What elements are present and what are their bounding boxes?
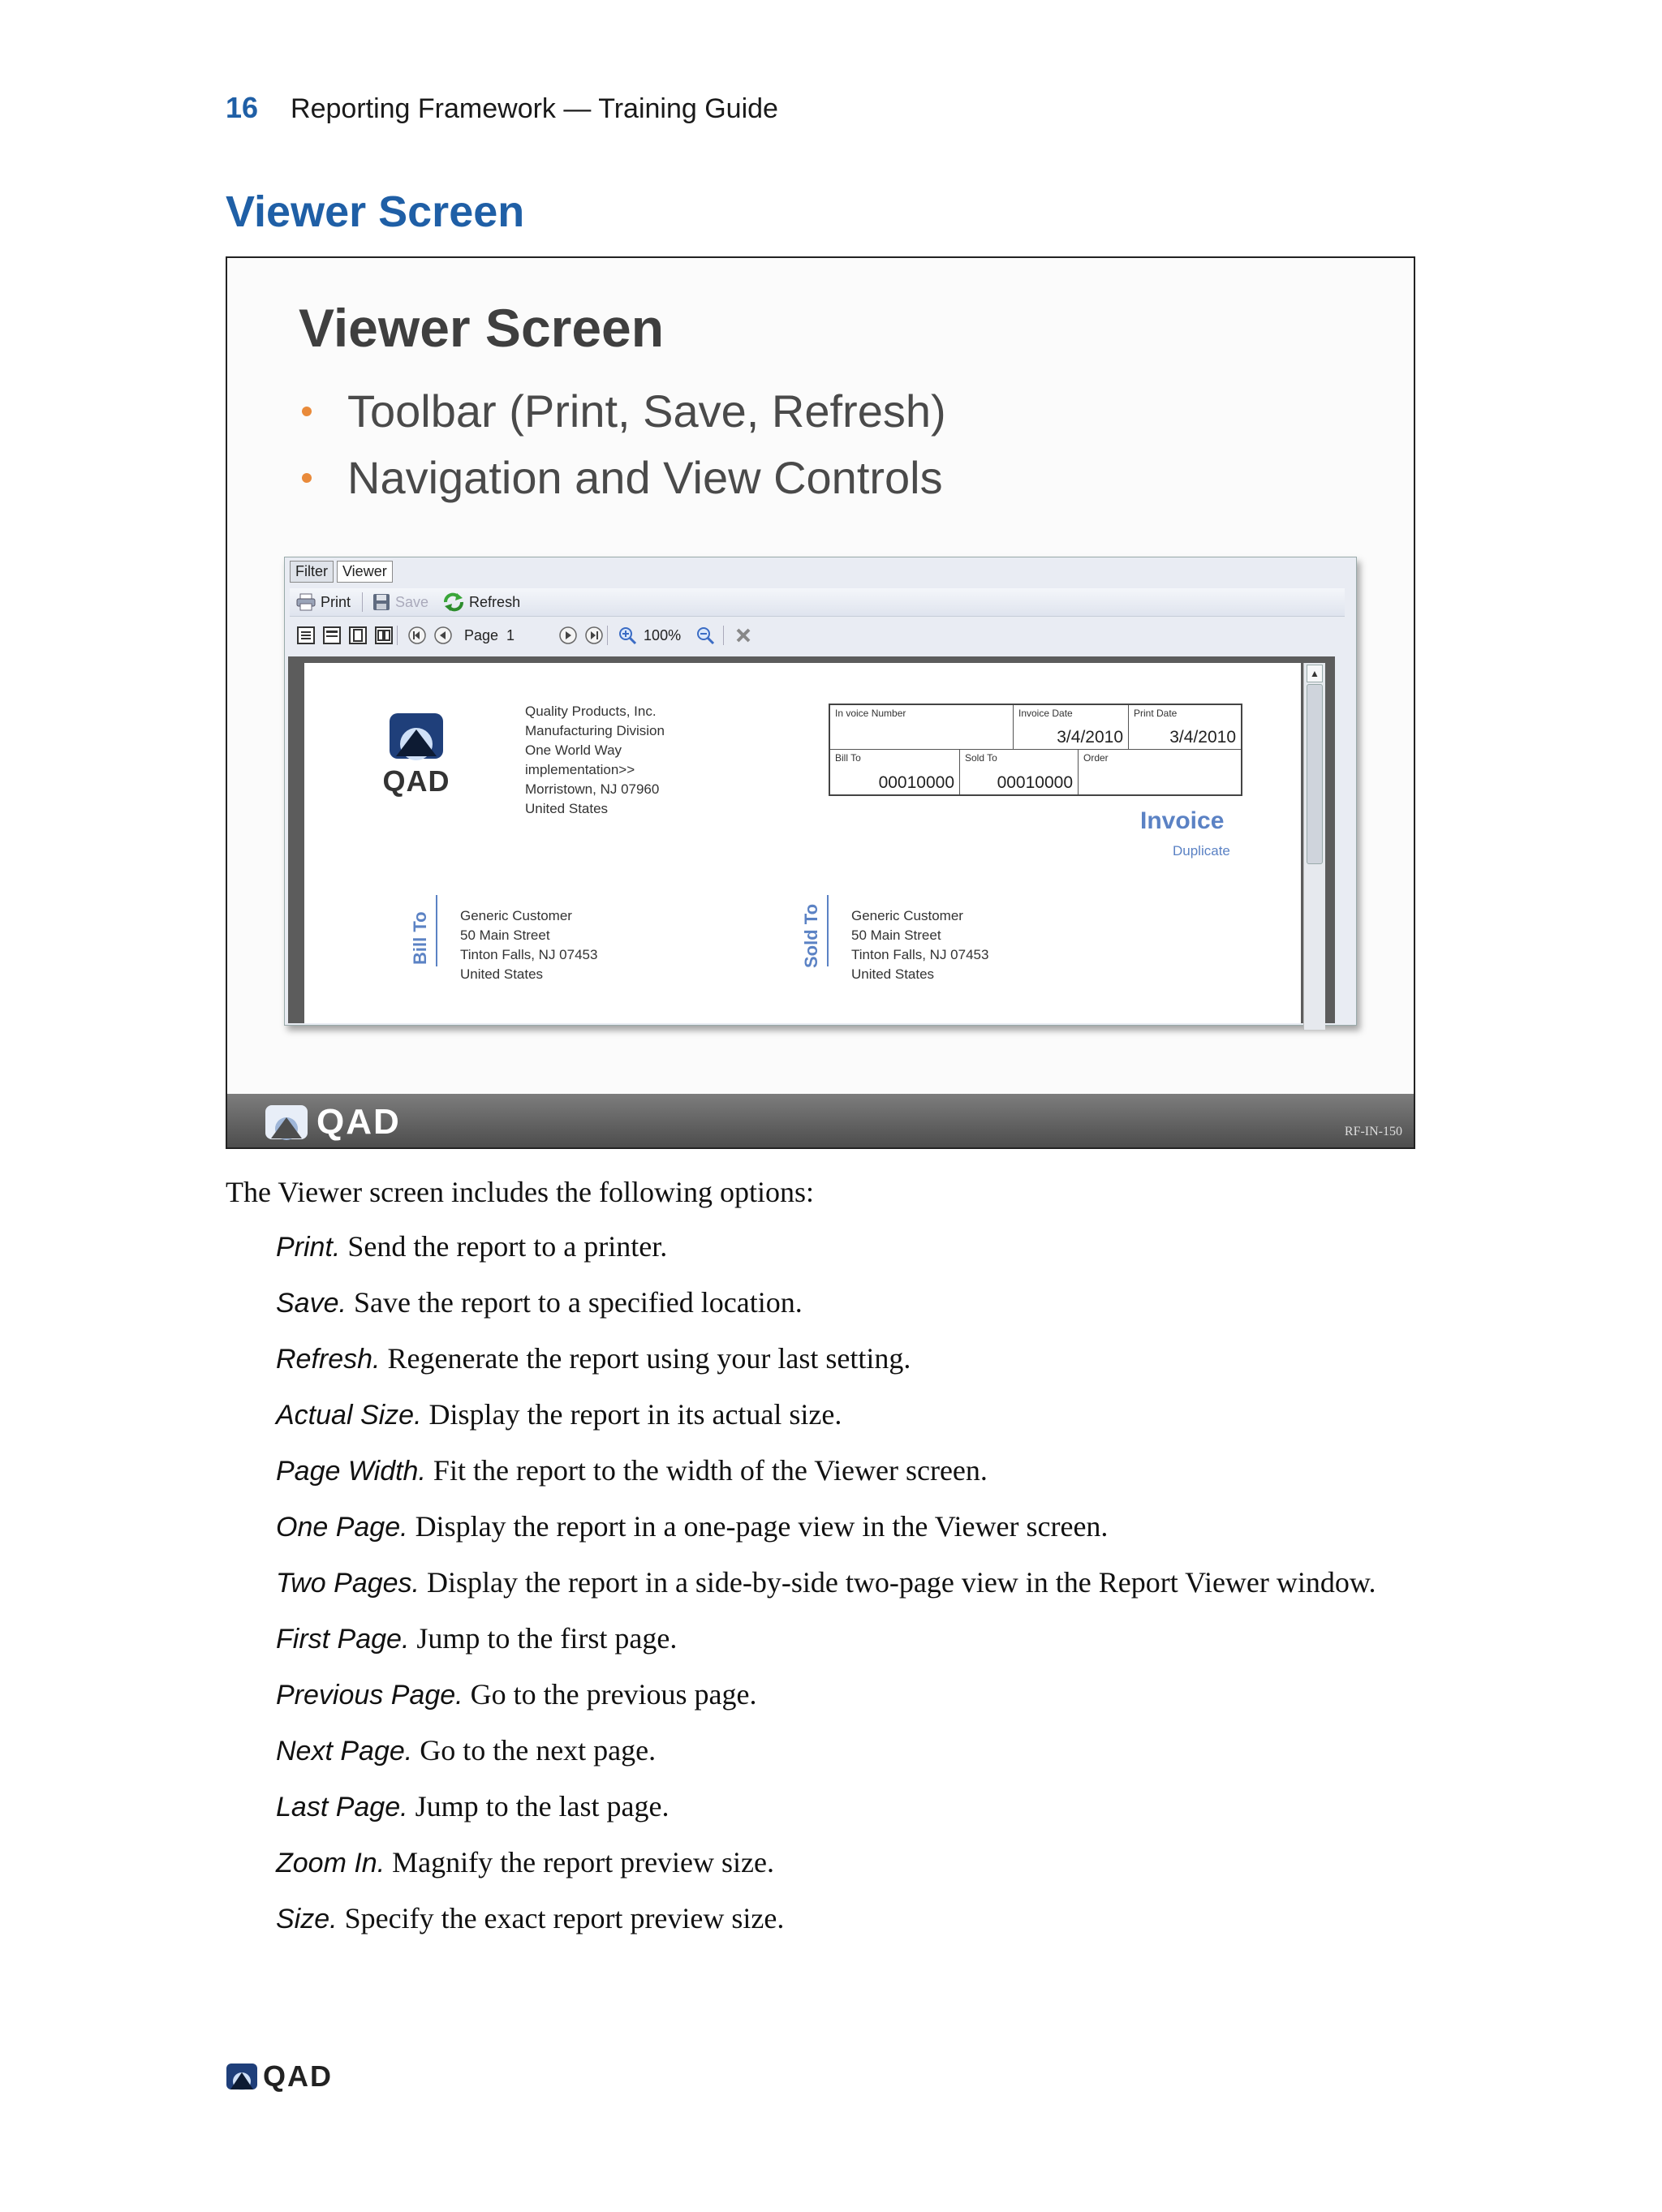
report-preview-pane [288, 656, 1335, 1023]
option-item: Next Page. Go to the next page. [276, 1734, 657, 1767]
two-pages-icon[interactable] [374, 626, 394, 645]
bill-to-side-label: Bill To [410, 911, 430, 965]
tab-filter[interactable]: Filter [290, 561, 334, 583]
floppy-disk-icon [372, 593, 390, 611]
qad-logo-icon [265, 1104, 308, 1140]
section-title: Viewer Screen [226, 187, 525, 236]
zoom-size-input[interactable]: 100% [644, 626, 682, 643]
next-page-icon[interactable] [558, 626, 578, 645]
slide-code: RF-IN-150 [1344, 1125, 1402, 1138]
option-list [276, 1227, 1376, 1955]
refresh-button[interactable]: Refresh [443, 592, 520, 612]
option-item: Actual Size. Display the report in its actual size. [276, 1398, 842, 1431]
toolbar-separator [362, 592, 363, 612]
option-item: Two Pages. Display the report in a side-by-side two-page view in the Report Viewer window. [276, 1566, 1376, 1599]
page-label: Page [464, 626, 499, 643]
slide-bullet: Toolbar (Print, Save, Refresh) [299, 378, 946, 445]
slide-bullets [299, 378, 946, 511]
qad-logo-icon [388, 712, 445, 760]
page-footer-logo: QAD [226, 2059, 333, 2094]
order-cell: Order [1083, 752, 1109, 764]
toolbar-separator [607, 626, 608, 645]
running-title: Reporting Framework — Training Guide [291, 93, 778, 124]
scroll-thumb[interactable] [1307, 684, 1323, 864]
invoice-logo: QAD [368, 712, 465, 798]
sold-to-address: Generic Customer 50 Main Street Tinton Falls, NJ 07453 United States [851, 908, 989, 982]
invoice-header-box [829, 704, 1242, 796]
bill-to-cell: Bill To 00010000 [830, 750, 960, 794]
option-item: Previous Page. Go to the previous page. [276, 1678, 757, 1711]
last-page-icon[interactable] [584, 626, 604, 645]
option-item: Zoom In. Magnify the report preview size. [276, 1846, 775, 1878]
page-number: 16 [226, 91, 259, 124]
actual-size-icon[interactable] [296, 626, 316, 645]
invoice-title: Invoice [1140, 807, 1225, 834]
one-page-icon[interactable] [348, 626, 368, 645]
navigation-toolbar [290, 621, 1345, 650]
slide-title: Viewer Screen [299, 298, 665, 358]
bill-to-divider [428, 895, 437, 966]
invoice-date-cell: Invoice Date 3/4/2010 [1014, 705, 1129, 750]
refresh-icon [443, 592, 464, 612]
running-head [226, 91, 778, 125]
print-button[interactable]: Print [296, 593, 351, 611]
toolbar-separator [723, 626, 724, 645]
sold-to-divider [819, 895, 829, 966]
sold-to-side-label: Sold To [801, 903, 821, 968]
page-number-input[interactable]: 1 [506, 626, 515, 643]
bullet-dot-icon [302, 473, 312, 483]
first-page-icon[interactable] [407, 626, 427, 645]
printer-icon [296, 593, 316, 611]
option-item: Page Width. Fit the report to the width of the Viewer screen. [276, 1454, 988, 1487]
option-item: Save. Save the report to a specified location. [276, 1286, 803, 1319]
tab-viewer[interactable]: Viewer [337, 561, 393, 583]
previous-page-icon[interactable] [433, 626, 453, 645]
option-item: Last Page. Jump to the last page. [276, 1790, 670, 1823]
save-button[interactable]: Save [372, 593, 428, 611]
option-item: Print. Send the report to a printer. [276, 1230, 668, 1263]
zoom-out-icon[interactable] [695, 626, 715, 645]
option-item: First Page. Jump to the first page. [276, 1622, 678, 1655]
bullet-dot-icon [302, 407, 312, 416]
page-width-icon[interactable] [322, 626, 342, 645]
viewer-tabs [290, 561, 396, 583]
slide-image [226, 256, 1415, 1149]
invoice-copy-label: Duplicate [1173, 843, 1230, 859]
footer-logo: QAD [265, 1102, 401, 1143]
slide-footer [227, 1094, 1414, 1147]
zoom-in-icon[interactable] [618, 626, 637, 645]
close-icon[interactable] [734, 626, 753, 645]
option-item: Refresh. Regenerate the report using your last setting. [276, 1342, 911, 1375]
invoice-page [304, 663, 1320, 1023]
vertical-scrollbar[interactable] [1303, 663, 1325, 1030]
print-date-cell: Print Date 3/4/2010 [1129, 705, 1241, 750]
intro-text: The Viewer screen includes the following options: [226, 1176, 814, 1208]
toolbar-separator [397, 626, 398, 645]
option-item: Size. Specify the exact report preview size. [276, 1902, 785, 1934]
company-address: Quality Products, Inc. Manufacturing Division One World Way implementation>> Morristown, NJ 07960 United States [525, 704, 665, 816]
invoice-number-cell: In voice Number [830, 705, 1014, 750]
bill-to-address: Generic Customer 50 Main Street Tinton Falls, NJ 07453 United States [460, 908, 598, 982]
report-viewer-window [284, 557, 1357, 1026]
sold-to-cell: Sold To 00010000 [960, 750, 1079, 794]
scroll-up-icon[interactable]: ▲ [1307, 665, 1323, 682]
qad-logo-icon [226, 2063, 258, 2090]
slide-bullet: Navigation and View Controls [299, 445, 946, 511]
option-item: One Page. Display the report in a one-page view in the Viewer screen. [276, 1510, 1109, 1543]
viewer-toolbar [290, 588, 1345, 617]
